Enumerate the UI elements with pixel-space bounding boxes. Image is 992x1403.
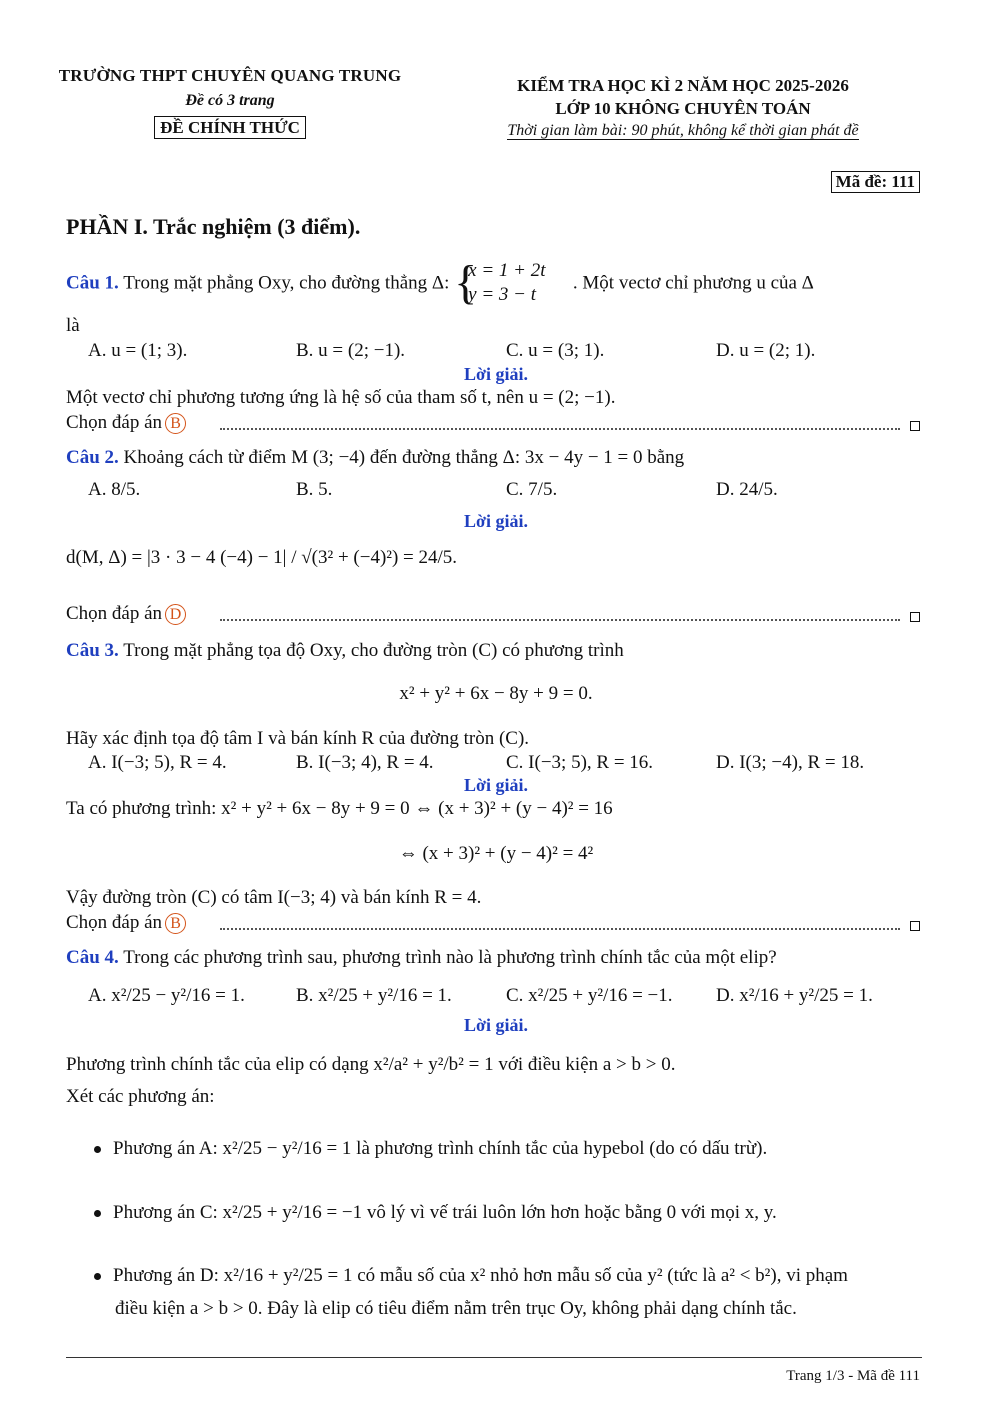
solution-text: Một vectơ chỉ phương tương ứng là hệ số của tham số t, nên u = (2; −1). [66, 387, 616, 408]
end-box [910, 421, 920, 431]
footer-divider [66, 1357, 922, 1358]
solution-label: Lời giải. [464, 1015, 528, 1035]
answer-badge: B [165, 413, 186, 434]
answer-line: Chọn đáp án B [66, 411, 186, 435]
option-b: B. u = (2; −1). [296, 340, 406, 361]
solution-label: Lời giải. [464, 775, 528, 795]
part-heading: PHẦN I. Trắc nghiệm (3 điểm). [66, 214, 361, 239]
option-b: B. 5. [296, 479, 333, 500]
equation: x² + y² + 6x − 8y + 9 = 0. [399, 683, 593, 704]
solution-text: Phương trình chính tắc của elip có dạng x²/a² + y²/b² = 1 với điều kiện a > b > 0. [66, 1054, 676, 1075]
question-3: Câu 3. Trong mặt phẳng tọa độ Oxy, cho đường tròn (C) có phương trình [66, 640, 624, 661]
option-a: A. I(−3; 5), R = 4. [88, 752, 227, 773]
option-a: A. x²/25 − y²/16 = 1. [88, 985, 245, 1006]
solution-text: Ta có phương trình: x² + y² + 6x − 8y + 9 = 0 ⇔ (x + 3)² + (y − 4)² = 16 [66, 798, 613, 819]
option-c: C. x²/25 + y²/16 = −1. [506, 985, 673, 1006]
option-d: D. x²/16 + y²/25 = 1. [716, 985, 873, 1006]
bullet-dot [94, 1210, 101, 1217]
question-text: Hãy xác định tọa độ tâm I và bán kính R của đường tròn (C). [66, 728, 530, 749]
bullet-item: Phương án D: x²/16 + y²/25 = 1 có mẫu số của x² nhỏ hơn mẫu số của y² (tức là a² < b²), vi phạm [94, 1265, 848, 1287]
bullet-item: Phương án A: x²/25 − y²/16 = 1 là phương trình chính tắc của hypebol (do có dấu trừ). [94, 1138, 767, 1160]
question-1: Câu 1. Trong mặt phẳng Oxy, cho đường thẳng Δ: { x = 1 + 2t y = 3 − t . Một vectơ chỉ phương u của Δ [66, 256, 814, 309]
answer-badge: D [165, 604, 186, 625]
equation-system: { x = 1 + 2t y = 3 − t [454, 256, 546, 309]
solution-label: Lời giải. [464, 364, 528, 384]
end-box [910, 612, 920, 622]
question-2: Câu 2. Khoảng cách từ điểm M (3; −4) đến đường thẳng Δ: 3x − 4y − 1 = 0 bằng [66, 447, 685, 468]
bullet-dot [94, 1273, 101, 1280]
solution-conclusion: Vậy đường tròn (C) có tâm I(−3; 4) và bán kính R = 4. [66, 887, 482, 908]
dotted-leader [220, 619, 900, 621]
bullet-dot [94, 1146, 101, 1153]
dotted-leader [220, 928, 900, 930]
page-footer: Trang 1/3 - Mã đề 111 [786, 1368, 920, 1384]
option-b: B. x²/25 + y²/16 = 1. [296, 985, 452, 1006]
time-note: Thời gian làm bài: 90 phút, không kể thời gian phát đề [507, 122, 859, 139]
option-d: D. 24/5. [716, 479, 778, 500]
option-d: D. I(3; −4), R = 18. [716, 752, 865, 773]
bullet-continuation: điều kiện a > b > 0. Đây là elip có tiêu điểm nằm trên trục Oy, không phải dạng chính tắc. [115, 1298, 797, 1319]
answer-line: Chọn đáp án D [66, 602, 186, 626]
solution-equation: ⇔ (x + 3)² + (y − 4)² = 4² [398, 843, 594, 864]
bullet-item: Phương án C: x²/25 + y²/16 = −1 vô lý vì vế trái luôn lớn hơn hoặc bằng 0 với mọi x, y. [94, 1202, 777, 1224]
solution-text: Xét các phương án: [66, 1086, 215, 1107]
solution-text: d(M, Δ) = |3 · 3 − 4 (−4) − 1| / √(3² + (−4)²) = 24/5. [66, 547, 458, 568]
option-b: B. I(−3; 4), R = 4. [296, 752, 434, 773]
question-text: là [66, 315, 80, 336]
option-d: D. u = (2; 1). [716, 340, 816, 361]
answer-line: Chọn đáp án B [66, 911, 186, 935]
exam-code: Mã đề: 111 [831, 171, 920, 193]
question-4: Câu 4. Trong các phương trình sau, phương trình nào là phương trình chính tắc của một elip? [66, 947, 777, 968]
class-title: LỚP 10 KHÔNG CHUYÊN TOÁN [555, 99, 811, 118]
official-label: ĐỀ CHÍNH THỨC [40, 118, 420, 138]
dotted-leader [220, 428, 900, 430]
option-c: C. I(−3; 5), R = 16. [506, 752, 654, 773]
solution-label: Lời giải. [464, 511, 528, 531]
end-box [910, 921, 920, 931]
question-label: Câu 1. [66, 272, 119, 294]
exam-title: KIỂM TRA HỌC KÌ 2 NĂM HỌC 2025-2026 [517, 76, 849, 95]
option-a: A. u = (1; 3). [88, 340, 188, 361]
page-count: Đề có 3 trang [185, 92, 275, 109]
school-name: TRƯỜNG THPT CHUYÊN QUANG TRUNG [58, 66, 402, 85]
option-a: A. 8/5. [88, 479, 141, 500]
answer-badge: B [165, 913, 186, 934]
option-c: C. u = (3; 1). [506, 340, 605, 361]
option-c: C. 7/5. [506, 479, 558, 500]
